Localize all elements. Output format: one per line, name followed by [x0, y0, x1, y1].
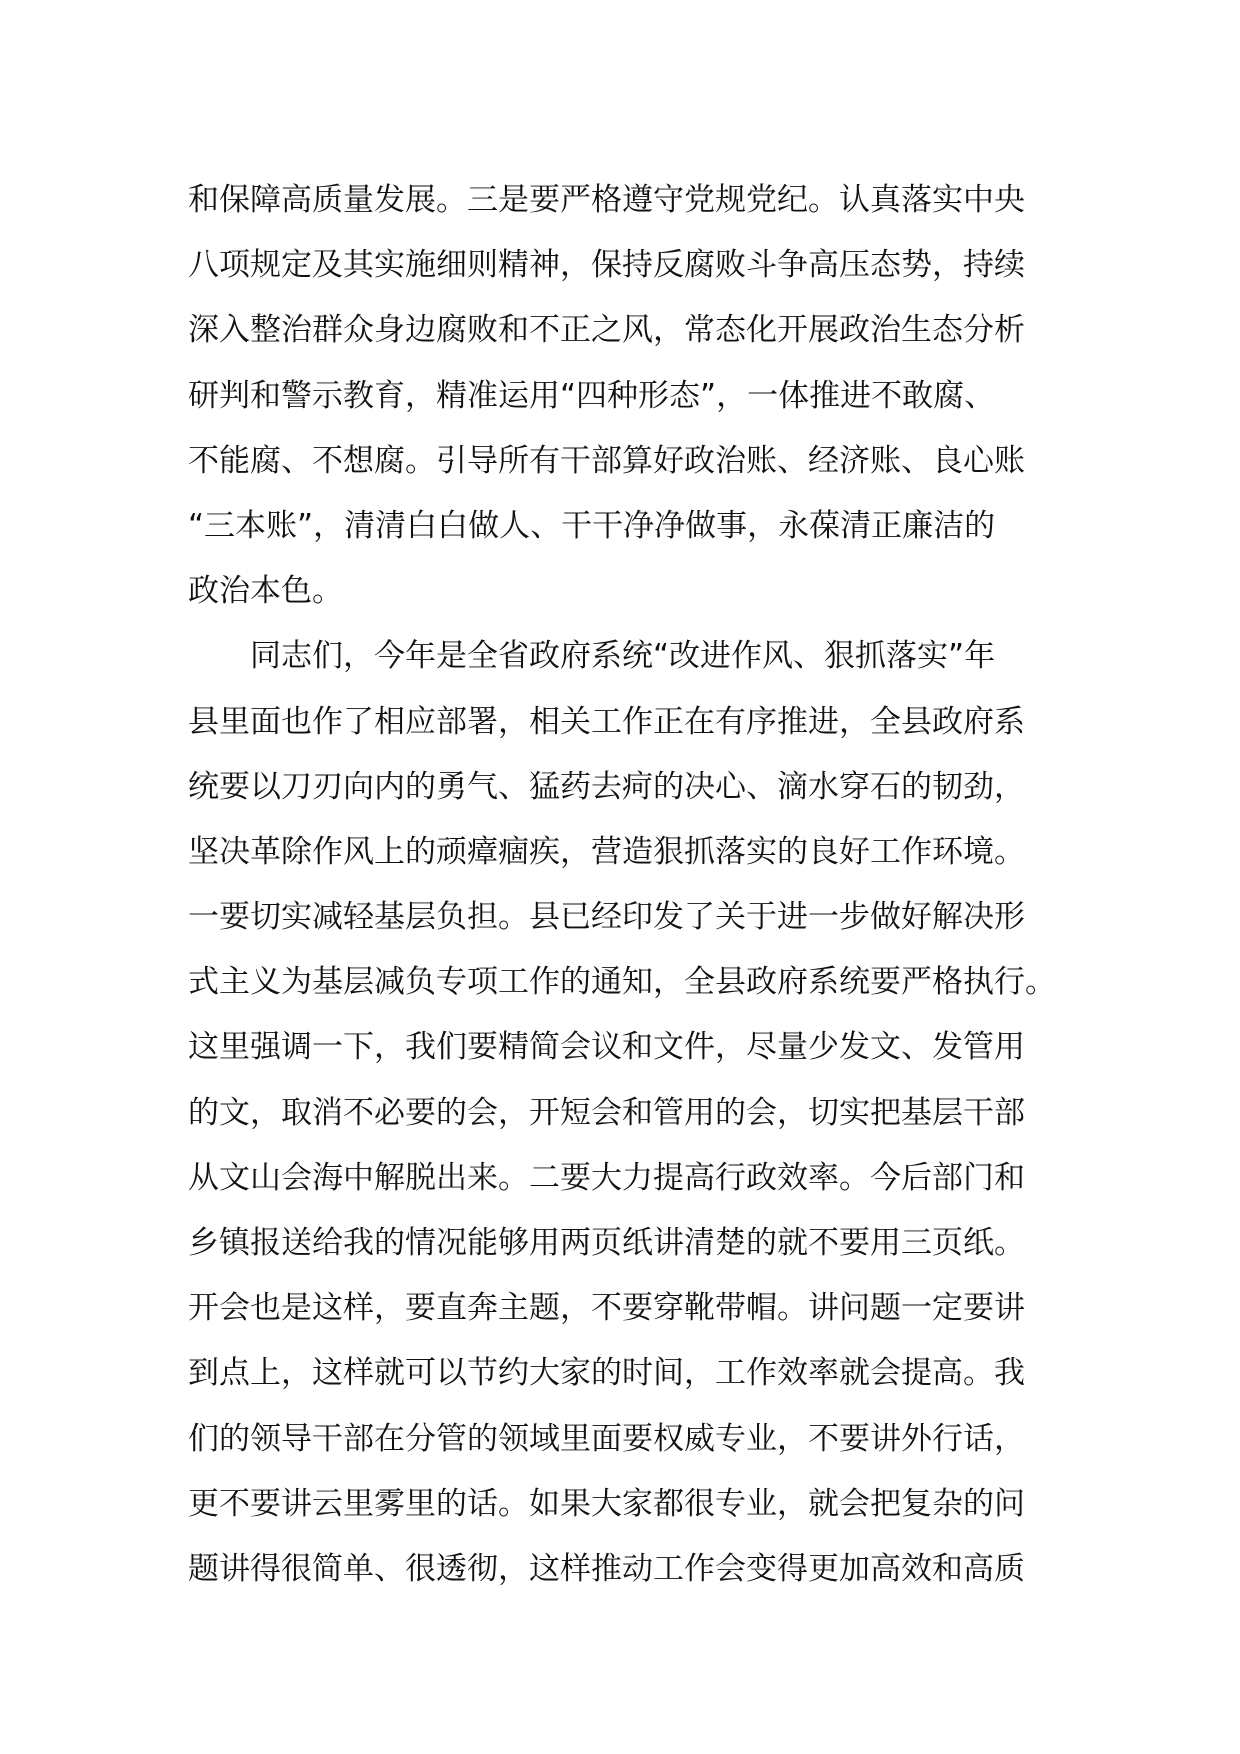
text-line: 深入整治群众身边腐败和不正之风，常态化开展政治生态分析 — [188, 312, 1025, 349]
text-line: 统要以刀刃向内的勇气、猛药去疴的决心、滴水穿石的韧劲， — [188, 768, 1025, 805]
text-line: “三本账”，清清白白做人、干干净净做事，永葆清正廉洁的 — [188, 507, 996, 544]
paragraph-first-line: 同志们，今年是全省政府系统“改进作风、狠抓落实”年 — [250, 638, 996, 675]
text-line: 式主义为基层减负专项工作的通知，全县政府系统要严格执行。 — [188, 964, 1056, 1001]
text-line: 到点上，这样就可以节约大家的时间，工作效率就会提高。我 — [188, 1355, 1025, 1392]
text-line: 坚决革除作风上的顽瘴痼疾，营造狠抓落实的良好工作环境。 — [188, 833, 1025, 870]
text-line: 开会也是这样，要直奔主题，不要穿靴带帽。讲问题一定要讲 — [188, 1290, 1025, 1327]
text-line: 一要切实减轻基层负担。县已经印发了关于进一步做好解决形 — [188, 899, 1025, 936]
body-text — [188, 168, 1068, 1602]
text-line: 的文，取消不必要的会，开短会和管用的会，切实把基层干部 — [188, 1094, 1025, 1131]
text-line: 县里面也作了相应部署，相关工作正在有序推进，全县政府系 — [188, 703, 1025, 740]
text-line: 不能腐、不想腐。引导所有干部算好政治账、经济账、良心账 — [188, 442, 1025, 479]
text-line: 和保障高质量发展。三是要严格遵守党规党纪。认真落实中央 — [188, 182, 1025, 218]
text-line: 政治本色。 — [188, 573, 343, 610]
text-line: 乡镇报送给我的情况能够用两页纸讲清楚的就不要用三页纸。 — [188, 1225, 1025, 1261]
text-line: 更不要讲云里雾里的话。如果大家都很专业，就会把复杂的问 — [188, 1485, 1025, 1522]
text-line: 研判和警示教育，精准运用“四种形态”，一体推进不敢腐、 — [188, 377, 996, 414]
text-line: 八项规定及其实施细则精神，保持反腐败斗争高压态势，持续 — [188, 247, 1025, 284]
text-line: 这里强调一下，我们要精简会议和文件，尽量少发文、发管用 — [188, 1029, 1025, 1066]
text-line: 从文山会海中解脱出来。二要大力提高行政效率。今后部门和 — [188, 1159, 1025, 1196]
text-line: 题讲得很简单、很透彻，这样推动工作会变得更加高效和高质 — [188, 1550, 1025, 1587]
text-line: 们的领导干部在分管的领域里面要权威专业，不要讲外行话， — [188, 1420, 1025, 1457]
